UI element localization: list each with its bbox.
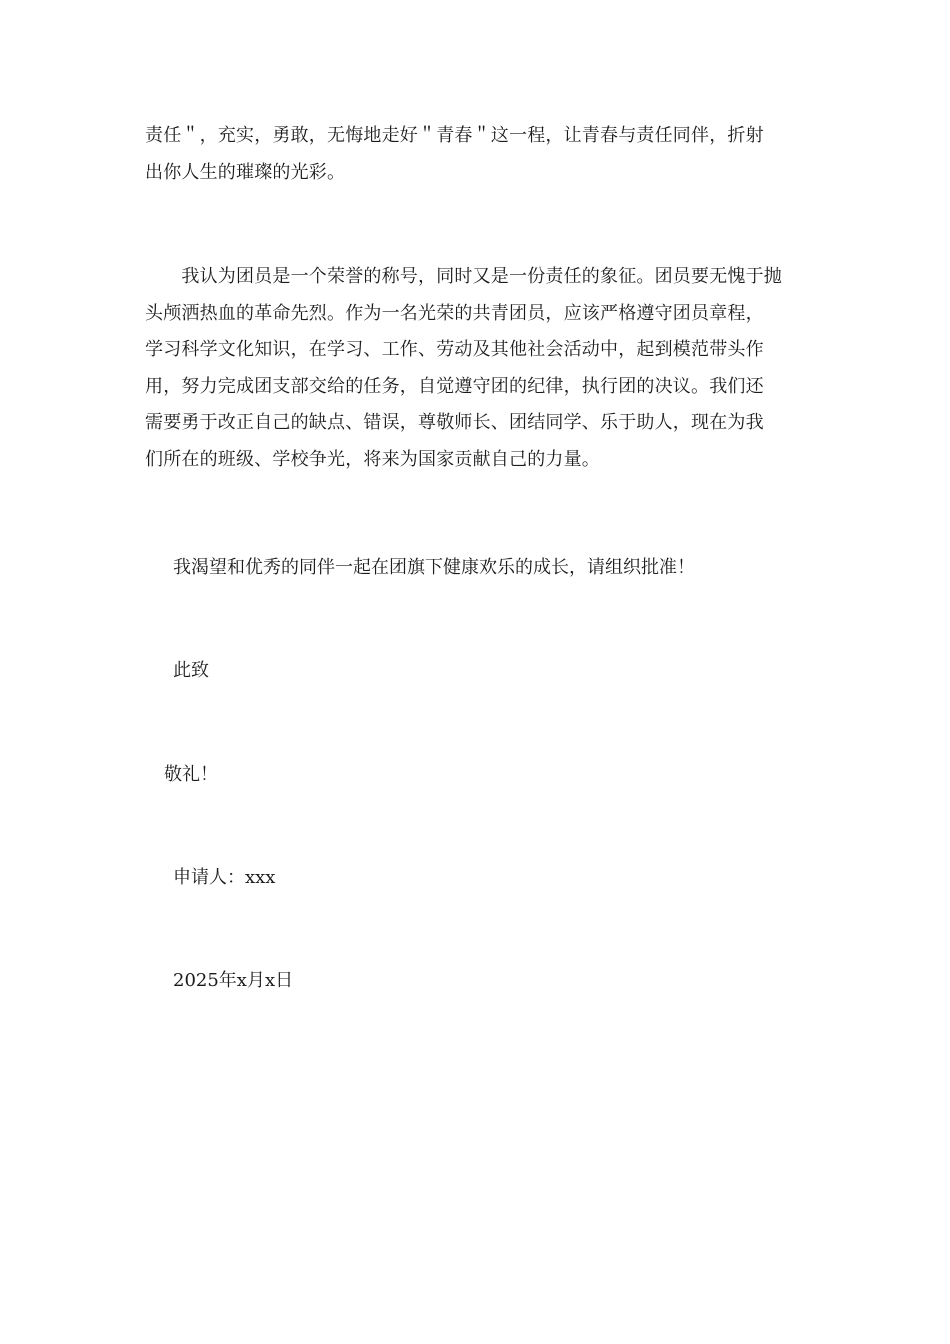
closing-regards: 敬礼！ — [164, 764, 218, 785]
paragraph-1-line-2: 出你人生的璀璨的光彩。 — [145, 161, 346, 183]
paragraph-1-line-1: 责任＂，充实，勇敢，无悔地走好＂青春＂这一程，让青春与责任同伴，折射 — [145, 125, 764, 146]
paragraph-2-line-1: 我认为团员是一个荣誉的称号，同时又是一份责任的象征。团员要无愧于抛 — [145, 266, 782, 287]
paragraph-3: 我渴望和优秀的同伴一起在团旗下健康欢乐的成长，请组织批准！ — [173, 557, 695, 578]
closing-salutation: 此致 — [173, 660, 209, 681]
document-date: 2025年x月x日 — [173, 970, 294, 991]
paragraph-2-line-3: 学习科学文化知识，在学习、工作、劳动及其他社会活动中，起到模范带头作 — [145, 339, 764, 360]
paragraph-2-line-6: 们所在的班级、学校争光，将来为国家贡献自己的力量。 — [145, 448, 600, 470]
paragraph-2 — [145, 259, 807, 478]
paragraph-1 — [145, 118, 807, 191]
paragraph-2-line-4: 用，努力完成团支部交给的任务，自觉遵守团的纪律，执行团的决议。我们还 — [145, 375, 764, 397]
applicant-signature: 申请人：xxx — [173, 867, 276, 888]
paragraph-2-line-5: 需要勇于改正自己的缺点、错误，尊敬师长、团结同学、乐于助人，现在为我 — [145, 412, 764, 433]
paragraph-2-line-2: 头颅洒热血的革命先烈。作为一名光荣的共青团员，应该严格遵守团员章程， — [145, 302, 764, 324]
